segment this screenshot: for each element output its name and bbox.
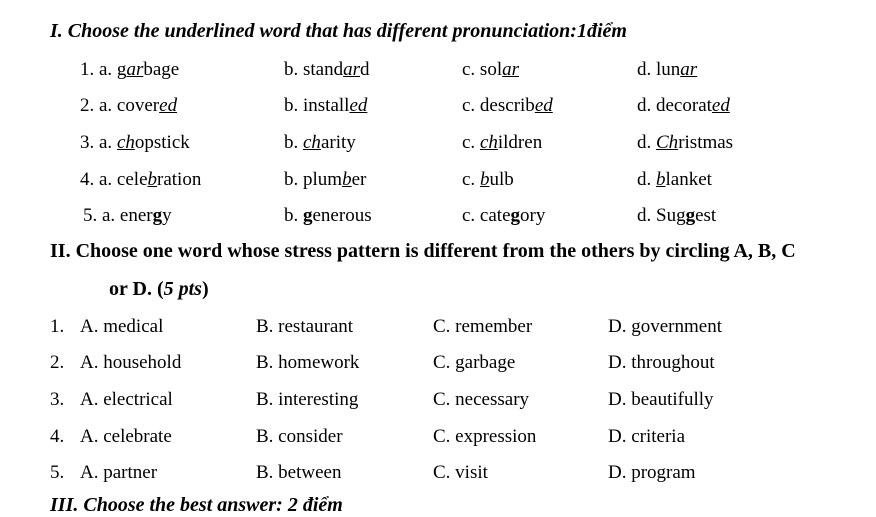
underlined-sound: ar — [502, 59, 520, 80]
s2-option-d: D. government — [608, 316, 722, 337]
s2-option-b: B. consider — [256, 426, 343, 447]
s1-option-d — [637, 55, 697, 85]
s2-option-d: D. program — [608, 462, 696, 483]
s1-option-c — [462, 91, 553, 121]
option-text: c. cate — [462, 205, 511, 226]
underlined-sound: ch — [479, 132, 498, 153]
s2-question-row — [0, 348, 876, 378]
option-text: c. sol — [462, 59, 503, 80]
option-text: 4. a. cele — [80, 169, 148, 190]
option-text: c. — [462, 169, 480, 190]
option-text: opstick — [134, 132, 190, 153]
s2-option-c: C. garbage — [433, 352, 516, 373]
section2-title-line1: II. Choose one word whose stress pattern is different from the others by circling A, B, C — [50, 240, 796, 262]
option-text: d. lun — [637, 59, 681, 80]
bold-sound: g — [303, 205, 313, 226]
s2-option-b: B. between — [256, 462, 342, 483]
s2-option-c: C. necessary — [433, 389, 530, 410]
underlined-sound: b — [479, 169, 490, 190]
option-text: ration — [157, 169, 202, 190]
option-text: y — [162, 205, 172, 226]
option-text: ildren — [497, 132, 543, 153]
s1-option-b — [284, 201, 372, 231]
option-text: d. Sug — [637, 205, 686, 226]
option-text: d. — [637, 169, 656, 190]
option-text: lanket — [665, 169, 712, 190]
option-text: c. describ — [462, 95, 535, 116]
s1-option-c — [462, 128, 542, 158]
section1-title: I. Choose the underlined word that has different pronunciation:1điểm — [50, 20, 627, 42]
s1-option-b — [284, 128, 356, 158]
underlined-sound: ar — [343, 59, 361, 80]
s1-option-a — [83, 201, 172, 231]
s1-option-d — [637, 201, 716, 231]
option-text: b. install — [284, 95, 350, 116]
s2-option-d: D. beautifully — [608, 389, 714, 410]
underlined-sound: ar — [126, 59, 144, 80]
s1-option-a — [80, 91, 177, 121]
s1-question-row — [0, 201, 876, 231]
s2-question-row — [0, 312, 876, 342]
s2-option-c: C. expression — [433, 426, 537, 447]
s1-question-row — [0, 55, 876, 85]
option-text: enerous — [312, 205, 372, 226]
s1-question-row — [0, 91, 876, 121]
s1-option-a — [80, 55, 179, 85]
s2-option-a: A. household — [80, 352, 182, 373]
option-text: d. decorat — [637, 95, 712, 116]
option-text: b. — [284, 205, 303, 226]
option-text: arity — [320, 132, 356, 153]
underlined-sound: ch — [303, 132, 321, 153]
option-text: b. plum — [284, 169, 343, 190]
s1-option-d — [637, 128, 733, 158]
s1-option-b — [284, 165, 366, 195]
underlined-sound: b — [147, 169, 158, 190]
option-text: d. — [637, 132, 656, 153]
s1-option-c — [462, 55, 519, 85]
s1-option-a — [80, 165, 201, 195]
s1-option-d — [637, 165, 712, 195]
option-text: est — [695, 205, 717, 226]
underlined-sound: ed — [711, 95, 730, 116]
section3-title: III. Choose the best answer: 2 điểm — [50, 494, 343, 516]
s2-question-number: 1. — [50, 316, 65, 337]
option-text: ulb — [489, 169, 514, 190]
option-text: bage — [143, 59, 180, 80]
underlined-sound: ed — [534, 95, 553, 116]
section2-title-line2 — [109, 278, 209, 301]
section2-title-points: 5 pts — [163, 278, 202, 300]
s1-option-c — [462, 201, 545, 231]
s2-option-d: D. criteria — [608, 426, 686, 447]
s2-question-number: 4. — [50, 426, 65, 447]
bold-sound: g — [685, 205, 696, 226]
option-text: ory — [520, 205, 546, 226]
s2-question-row — [0, 458, 876, 488]
option-text: 3. a. — [80, 132, 117, 153]
underlined-sound: ed — [159, 95, 178, 116]
s2-question-number: 5. — [50, 462, 65, 483]
s1-option-b — [284, 55, 370, 85]
s1-option-b — [284, 91, 367, 121]
section2-title-suffix: ) — [201, 278, 209, 300]
s1-option-d — [637, 91, 730, 121]
s2-option-b: B. homework — [256, 352, 360, 373]
underlined-sound: b — [342, 169, 352, 190]
s1-option-c — [462, 165, 514, 195]
s2-question-row — [0, 385, 876, 415]
bold-sound: g — [510, 205, 521, 226]
s2-option-a: A. electrical — [80, 389, 173, 410]
s1-question-row — [0, 165, 876, 195]
s1-question-row — [0, 128, 876, 158]
bold-sound: g — [152, 205, 163, 226]
s2-question-number: 2. — [50, 352, 65, 373]
s2-option-b: B. interesting — [256, 389, 359, 410]
option-text: b. stand — [284, 59, 344, 80]
underlined-sound: b — [656, 169, 666, 190]
s2-option-c: C. remember — [433, 316, 533, 337]
underlined-sound: Ch — [656, 132, 679, 153]
s2-question-row — [0, 422, 876, 452]
underlined-sound: ar — [680, 59, 698, 80]
option-text: 2. a. cover — [80, 95, 160, 116]
underlined-sound: ed — [349, 95, 368, 116]
option-text: b. — [284, 132, 303, 153]
s2-option-a: A. celebrate — [80, 426, 172, 447]
s1-option-a — [80, 128, 190, 158]
option-text: c. — [462, 132, 480, 153]
s2-question-number: 3. — [50, 389, 65, 410]
option-text: ristmas — [678, 132, 734, 153]
option-text: 1. a. g — [80, 59, 127, 80]
s2-option-c: C. visit — [433, 462, 488, 483]
s2-option-d: D. throughout — [608, 352, 715, 373]
section2-title-prefix: or D. ( — [109, 278, 164, 300]
underlined-sound: ch — [116, 132, 135, 153]
option-text: er — [351, 169, 367, 190]
option-text: d — [360, 59, 370, 80]
s2-option-a: A. partner — [80, 462, 158, 483]
s2-option-b: B. restaurant — [256, 316, 354, 337]
option-text: 5. a. ener — [83, 205, 153, 226]
s2-option-a: A. medical — [80, 316, 164, 337]
